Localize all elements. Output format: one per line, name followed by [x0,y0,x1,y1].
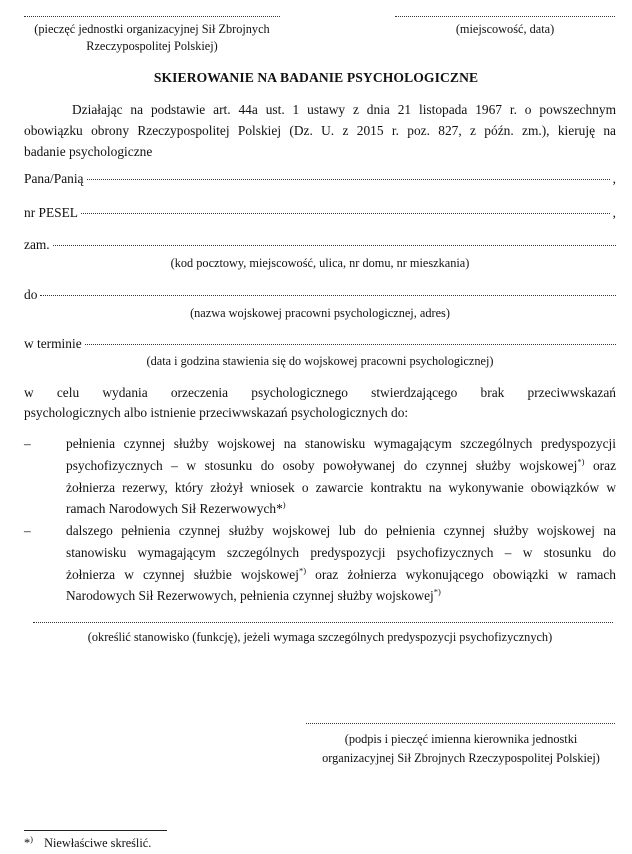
stamp-caption [14,22,290,55]
bullet1-text [66,436,616,518]
bullet2-footnote-ref1: *) [298,565,307,576]
bullet1-line3: żołnierza rezerwy, który złożył wniosek o zawarcie kontraktu na wykonywanie obowiązków w [66,479,616,495]
pesel-field[interactable] [24,205,616,222]
term-field[interactable] [24,336,616,353]
address-field[interactable] [24,237,616,254]
bullet2-line4 [66,588,616,605]
purpose-line2: psychologicznych albo istnienie przeciwwskazań psychologicznych do: [24,404,409,420]
address-hint: (kod pocztowy, miejscowość, ulica, nr domu, nr mieszkania) [170,256,470,270]
document-title: SKIEROWANIE NA BADANIE PSYCHOLOGICZNE [153,70,479,85]
term-label: w terminie [24,336,82,351]
footnote-rule [24,830,167,831]
bullet2-dash: – [24,523,31,538]
bullet2-line3a: żołnierza w czynnej służbie wojskowej [66,566,299,582]
term-hint: (data i godzina stawienia się do wojskowej pracowni psychologicznej) [146,354,494,368]
person-fill-line[interactable] [87,179,610,180]
bullet2-line1: dalszego pełnienia czynnej służby wojskowej lub do pełnienia czynnej służby wojskowej na [66,523,616,538]
footnote-marker: *) [24,833,33,850]
destination-hint: (nazwa wojskowej pracowni psychologicznej, adres) [190,306,450,320]
position-hint: (określić stanowisko (funkcję), jeżeli wymaga szczególnych predyspozycji psychofizycznych) [87,630,553,644]
person-field[interactable] [24,171,616,188]
bullet2-footnote-ref2: *) [433,586,441,597]
destination-field[interactable] [24,287,616,304]
bullet1-line2b: oraz [584,457,617,473]
bullet1-dash: – [24,436,31,451]
bullet2-line2: stanowisku wymagającym szczególnych predyspozycji psychofizycznych – w stosunku do [66,544,616,560]
footnote [24,833,324,851]
person-comma: , [612,171,616,186]
destination-fill-line[interactable] [40,295,616,296]
intro-line1: Działając na podstawie art. 44a ust. 1 ustawy z dnia 21 listopada 1967 r. o powszechnym [72,102,616,117]
purpose-paragraph [24,385,616,422]
place-date-line [395,16,615,17]
bullet1-line4-text: ramach Narodowych Sił Rezerwowych [66,501,277,517]
bullet1-line1: pełnienia czynnej służby wojskowej na stanowisku wymagającym szczególnych predyspozycji [66,436,616,451]
bullet2-line4-text: Narodowych Sił Rezerwowych, pełnienia czynnej służby wojskowej [66,588,434,604]
bullet1-footnote-ref1: *) [577,456,585,467]
intro-paragraph [24,102,616,160]
intro-line3: badanie psychologiczne [24,143,153,159]
bullet1-line2 [66,458,616,475]
pesel-comma: , [612,205,616,220]
pesel-label: nr PESEL [24,205,78,220]
intro-line2: obowiązku obrony Rzeczypospolitej Polskiej (Dz. U. z 2015 r. poz. 827, z późn. zm.), kieruję na [24,122,616,138]
bullet1-line2a: psychofizycznych – w stosunku do osoby powoływanej do czynnej służby wojskowej [66,457,578,473]
bullet2-line3 [66,567,616,584]
bullet1-footnote-ref2: *) [276,499,286,517]
person-label: Pana/Panią [24,171,84,186]
bullet2-text [66,523,616,605]
signature-line[interactable] [306,723,615,724]
destination-label: do [24,287,38,302]
address-label: zam. [24,237,50,252]
place-date-caption: (miejscowość, data) [455,22,555,36]
signature-caption-line2: organizacyjnej Sił Zbrojnych Rzeczypospolitej Polskiej) [322,751,600,766]
stamp-caption-line2: Rzeczypospolitej Polskiej) [86,39,218,54]
signature-caption-line1: (podpis i pieczęć imienna kierownika jednostki [344,732,578,746]
bullet1-line4 [66,501,616,518]
pesel-fill-line[interactable] [81,213,610,214]
footnote-text: Niewłaściwe skreślić. [44,836,152,850]
bullet2-line3b: oraz żołnierza wykonującego obowiązki w ramach [306,566,616,582]
position-fill-line[interactable] [33,622,613,623]
stamp-caption-line1: (pieczęć jednostki organizacyjnej Sił Zbrojnych [34,22,270,36]
signature-caption [296,732,626,767]
term-fill-line[interactable] [85,344,616,345]
address-fill-line[interactable] [53,245,616,246]
stamp-line [24,16,280,17]
purpose-line1: w celu wydania orzeczenia psychologicznego stwierdzającego brak przeciwwskazań [24,385,616,400]
